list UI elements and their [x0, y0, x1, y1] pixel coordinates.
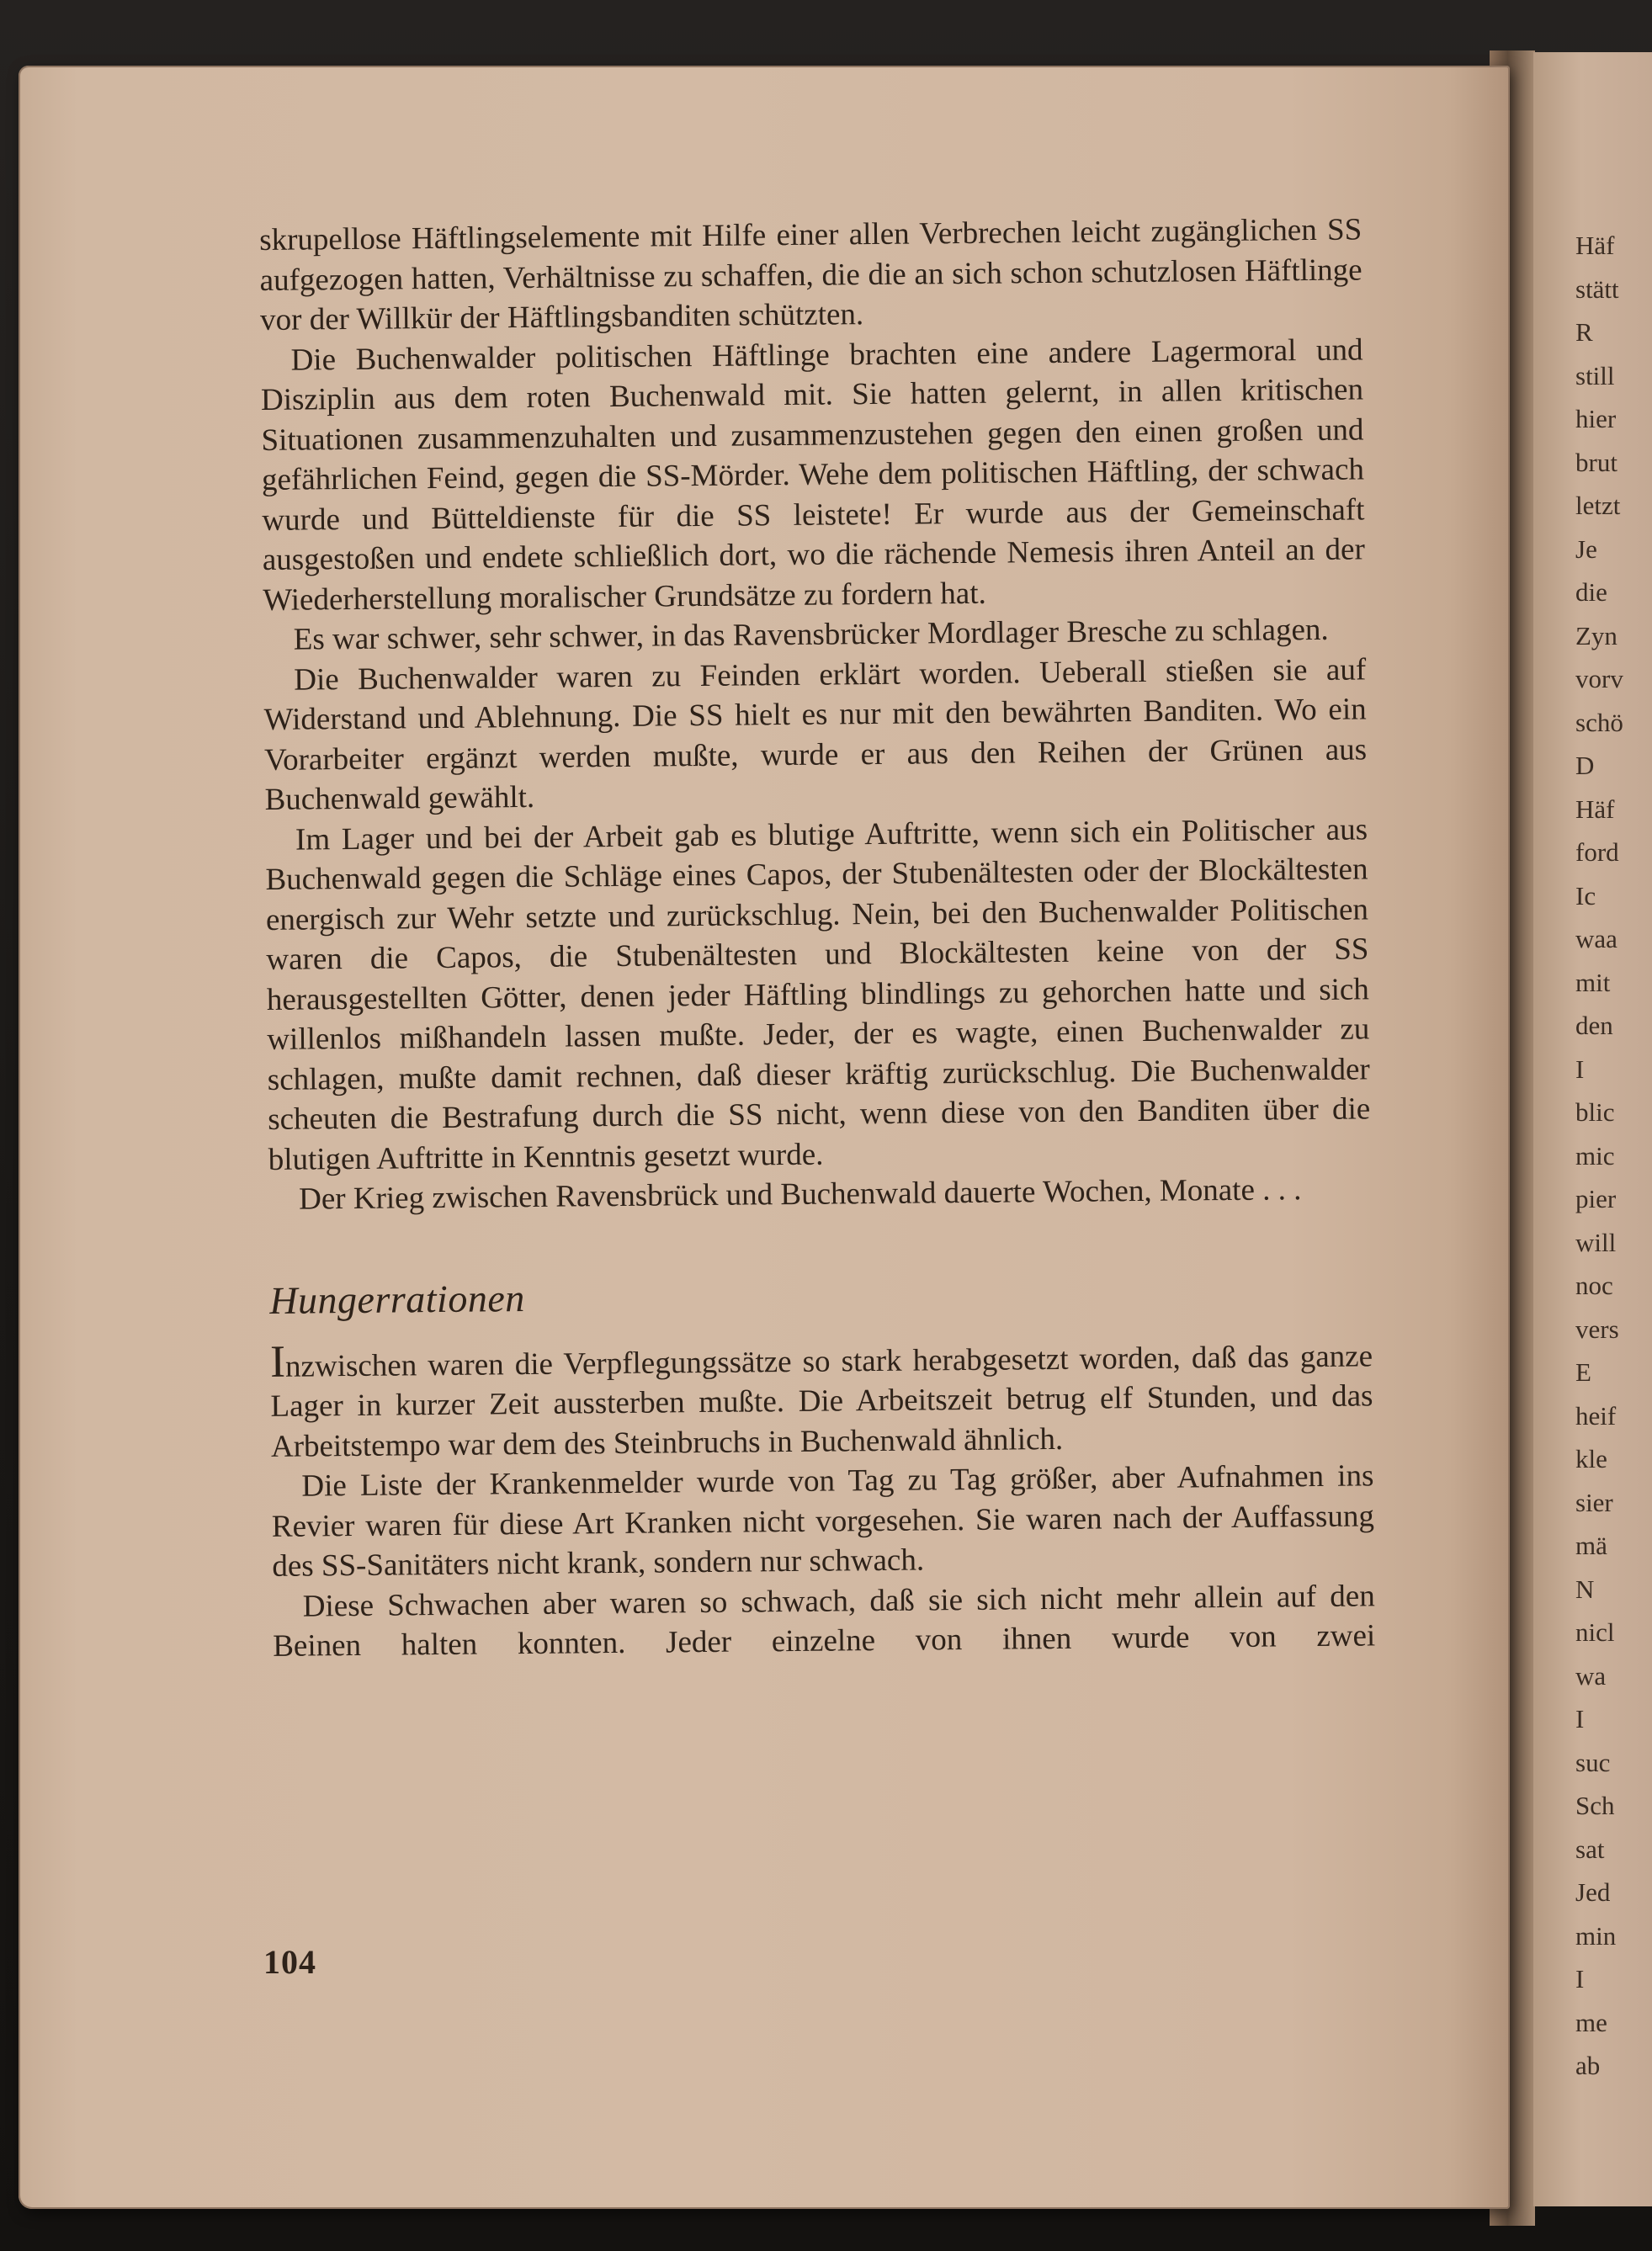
next-page-fragment: heif	[1575, 1400, 1617, 1431]
next-page-fragment: D	[1575, 751, 1595, 780]
next-page-fragment: still	[1575, 360, 1615, 390]
next-page-fragment: hier	[1575, 404, 1617, 433]
next-page-fragment: I	[1575, 1054, 1585, 1084]
paragraph-dropcap	[270, 1334, 1373, 1467]
next-page-fragment: E	[1575, 1357, 1591, 1387]
next-page-fragment: N	[1575, 1574, 1595, 1604]
next-page-fragment: min	[1575, 1920, 1617, 1951]
paragraph: Die Buchenwalder waren zu Feinden erklärt worden. Ueberall stießen sie auf Widerstand und Ablehnung. Die SS hielt es nur mit den bewährten Banditen. Wo ein Vorarbeiter ergänzt werden mußte, wurde er aus den Reihen der Grünen aus Buchenwald gewählt.	[263, 651, 1368, 817]
next-page-fragment: letzt	[1575, 491, 1621, 520]
next-page-fragment: wa	[1575, 1660, 1607, 1691]
paragraph: Diese Schwachen aber waren so schwach, daß sie sich nicht mehr allein auf den Beinen halten konnten. Jeder einzelne von ihnen wurde von zwei	[273, 1578, 1376, 1664]
next-page-fragment: vorv	[1575, 664, 1623, 693]
next-page-edge	[1533, 52, 1652, 2206]
next-page-fragment: Häf	[1575, 231, 1615, 260]
paragraph: Im Lager und bei der Arbeit gab es blutige Auftritte, wenn sich ein Politischer aus Buchenwald gegen die Schläge eines Capos, der Stubenältesten oder der Blockältesten energisch zur Wehr setzte und zurückschlug. Nein, bei den Buchenwalder Politischen waren die Capos, die Stubenältesten und Blockältesten keine von der SS herausgestellten Götter, denen jeder Häftling blindlings zu gehorchen hatte und sich willenlos mißhandeln lassen mußte. Jeder, der es wagte, einen Buchenwalder zu schlagen, mußte damit rechnen, daß dieser kräftig zurückschlug. Die Buchenwalder scheuten die Bestrafung durch die SS nicht, wenn diese von den Banditen über die blutigen Auftritte in Kenntnis gesetzt wurde.	[265, 811, 1371, 1177]
next-page-fragment: noc	[1575, 1271, 1613, 1300]
next-page-fragment: Jed	[1575, 1877, 1611, 1907]
page-number: 104	[263, 1943, 316, 1981]
next-page-fragment: brut	[1575, 447, 1617, 477]
next-page-fragment: suc	[1575, 1747, 1611, 1777]
next-page-fragment: den	[1575, 1011, 1613, 1040]
next-page-fragment: pier	[1575, 1184, 1617, 1213]
paragraph: Die Buchenwalder politischen Häftlinge brachten eine andere Lagermoral und Disziplin aus dem roten Buchenwald mit. Sie hatten gelernt, in allen kritischen Situationen zusammenzuhalten und zusammenzustehen gegen den einen großen und gefährlichen Feind, gegen die SS-Mörder. Wehe dem politischen Häftling, der schwach wurde und Bütteldienste für die SS leistete! Er wurde aus der Gemeinschaft ausgestoßen und endete schließlich dort, wo die rächende Nemesis ihren Anteil an der Wiederherstellung moralischer Grundsätze zu fordern hat.	[260, 332, 1366, 618]
next-page-fragment: kle	[1575, 1444, 1607, 1473]
paragraph-indented: Der Krieg zwischen Ravensbrück und Buchenwald dauerte Wochen, Monate . . .	[298, 1172, 1302, 1217]
next-page-fragment: Je	[1575, 534, 1597, 564]
next-page-fragment: ford	[1575, 837, 1619, 867]
next-page-fragment: blic	[1575, 1097, 1615, 1127]
next-page-fragment: will	[1575, 1227, 1617, 1257]
paragraph: Es war schwer, sehr schwer, in das Ravensbrücker Mordlager Bresche zu schlagen.	[293, 612, 1329, 657]
next-page-fragment: Sch	[1575, 1791, 1615, 1820]
paragraph-text: nzwischen waren die Verpflegungssätze so stark herabgesetzt worden, daß das ganze Lager in kurzer Zeit aussterben mußte. Die Arbeitszeit betrug elf Stunden, und das Arbeitstempo war dem des Steinbruchs in Buchenwald ähnlich.	[270, 1338, 1373, 1464]
next-page-fragment: ab	[1575, 2051, 1601, 2080]
next-page-fragment: Häf	[1575, 794, 1615, 824]
next-page-fragment: die	[1575, 577, 1607, 607]
next-page-fragment: vers	[1575, 1314, 1619, 1344]
page-content	[259, 210, 1375, 1666]
next-page-fragment: sier	[1575, 1487, 1613, 1517]
next-page-fragment: me	[1575, 2007, 1607, 2037]
next-page-fragment: waa	[1575, 924, 1617, 953]
section-heading: Hungerrationen	[269, 1276, 525, 1322]
paragraph: Die Liste der Krankenmelder wurde von Tag zu Tag größer, aber Aufnahmen ins Revier waren für diese Art Kranken nicht vorgesehen. Sie waren nach der Auffassung des SS-Sanitäters nicht krank, sondern nur schwach.	[271, 1458, 1375, 1584]
next-page-fragment: mic	[1575, 1140, 1615, 1171]
next-page-fragment: mit	[1575, 967, 1611, 997]
next-page-fragment: R	[1575, 317, 1593, 347]
next-page-fragment: schö	[1575, 707, 1623, 737]
next-page-fragment: Ic	[1575, 880, 1596, 910]
initial-letter: I	[269, 1335, 286, 1387]
next-page-fragment: sat	[1575, 1834, 1605, 1864]
next-page-fragment: mä	[1575, 1531, 1607, 1560]
paragraph: skrupellose Häftlingselemente mit Hilfe einer allen Verbrechen leicht zugänglichen SS aufgezogen hatten, Verhältnisse zu schaffen, die die an sich schon schutzlosen Häftlinge vor der Willkür der Häftlingsbanditen schützten.	[259, 212, 1363, 337]
next-page-fragment: stätt	[1575, 273, 1619, 304]
next-page-fragment: Zyn	[1575, 620, 1617, 650]
next-page-fragment: nicl	[1575, 1617, 1615, 1647]
next-page-fragment: I	[1575, 1704, 1585, 1733]
next-page-fragment: I	[1575, 1964, 1585, 1994]
